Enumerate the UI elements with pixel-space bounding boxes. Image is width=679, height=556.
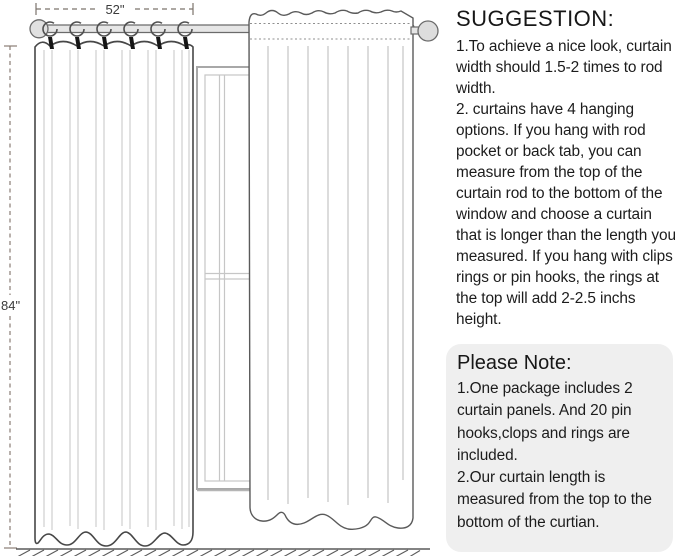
note-item-2: 2.Our curtain length is measured from the top to the bottom of the curtian.	[457, 469, 652, 531]
left-curtain-panel	[35, 42, 193, 547]
right-curtain-panel	[249, 10, 413, 529]
floor-line	[16, 549, 430, 556]
suggestion-item-2: 2. curtains have 4 hanging options. If you hang with rod pocket or back tab, you can measure from the top of the curtain rod to the bottom of the window and choose a curtain that is longer than the length you measured. If you hang with clips rings or pin hooks, the rings at the top will add 2-2.5 inchs height.	[456, 101, 676, 328]
please-note-box	[446, 344, 673, 552]
note-title: Please Note:	[457, 352, 572, 374]
suggestion-section	[456, 6, 679, 330]
rod-finial-right	[411, 21, 438, 41]
note-item-1: 1.One package includes 2 curtain panels. And 20 pin hooks,clops and rings are included.	[457, 380, 633, 464]
suggestion-item-1: 1.To achieve a nice look, curtain width should 1.5-2 times to rod width.	[456, 38, 672, 97]
curtain-length-label: 84"	[1, 298, 21, 313]
suggestion-title: SUGGESTION:	[456, 6, 615, 31]
floor-hatching	[18, 550, 420, 556]
rod-width-label: 52"	[105, 2, 125, 17]
